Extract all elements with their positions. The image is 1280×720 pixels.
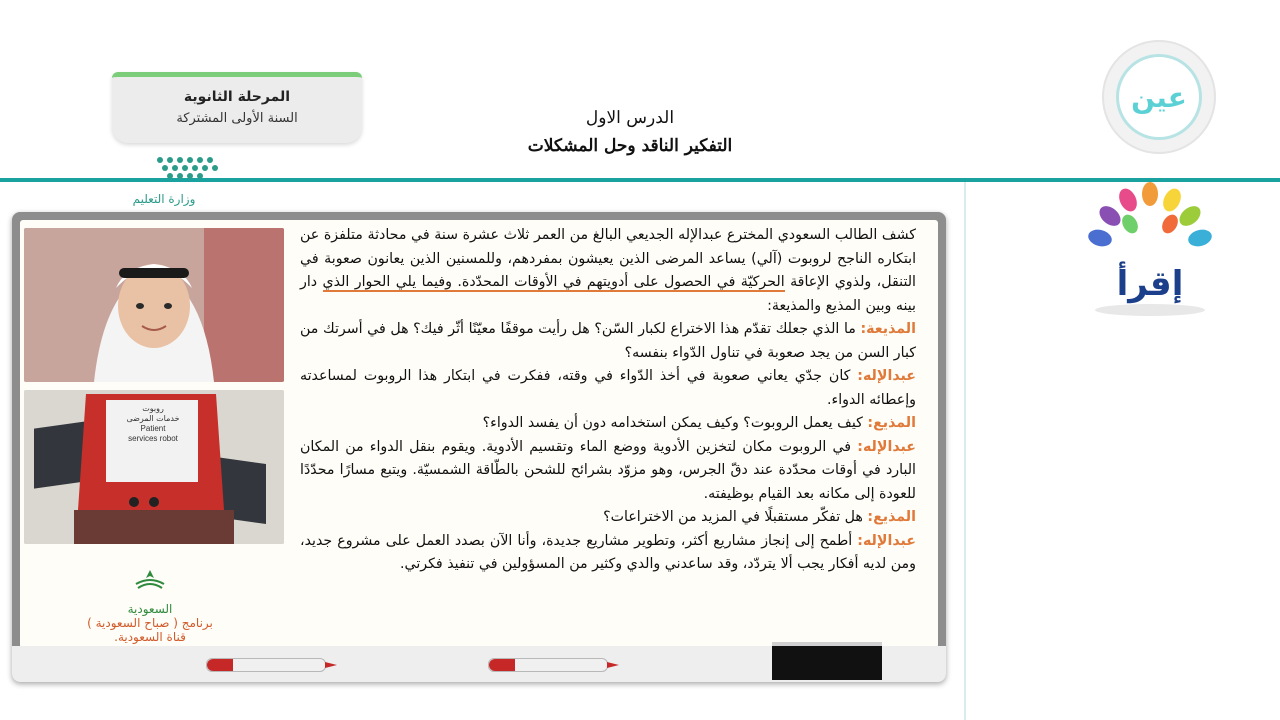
robot-label-en-1: Patient [140,424,166,433]
ein-logo-text: عين [1131,80,1187,114]
robot-photo [24,390,284,544]
speaker-label: عبدالإله: [857,368,916,384]
intro-line: دار بينه وبين المذيع والمذيعة: [300,274,916,314]
intro-line: سنة في محادثة متلفزة عن ابتكاره الناجح لروبوت (آلي) يساعد المرضى الذين [300,227,917,267]
dialogue-turn [300,506,916,530]
speaker-label: المذيع: [867,509,916,525]
stage-title: المرحلة الثانوية [183,89,291,105]
intro-line: كشف الطالب السعودي المخترع عبدالإله الجديعي البالغ من العمر ثلاث عشرة [462,227,916,243]
article-text [300,224,916,654]
dialogue-turn [300,530,916,577]
dialogue-turn [300,365,916,412]
intro-paragraph [300,224,916,318]
ministry-name: وزارة التعليم [132,192,196,206]
dialogue-turn [300,412,916,436]
iqraa-logo-icon [1070,180,1230,320]
dialogue-text: أطمح إلى إنجاز مشاريع أكثر، وتطوير مشاريع جديدة، وأنا الآن بصدد العمل على مشروع جديد، ومن لديه أفكار يجب ألا يتردّد، وقد ساعدني والدي وكثير من المسؤولين في تنفيذ فكرتي. [300,532,916,572]
lesson-title: التفكير الناقد وحل المشكلات [527,136,733,156]
source-channel: قناة السعودية. [114,630,186,644]
dialogue-text: كان جدّي يعاني صعوبة في أخذ الدّواء في وقته، ففكرت في ابتكار هذا الروبوت لمساعدته وإعطائه الدواء. [300,368,916,408]
robot-label-ar-2: خدمات المرضى [126,414,180,423]
lesson-number: الدرس الاول [585,108,675,128]
source-credit [40,568,260,648]
dialogue-text: هل تفكّر مستقبلًا في المزيد من الاختراعات؟ [603,509,863,525]
stage-subtitle: السنة الأولى المشتركة [176,111,298,126]
source-program: برنامج ( صباح السعودية ) [87,616,213,630]
ein-logo-icon [1102,40,1216,154]
dialogue-turn [300,318,916,365]
speaker-label: عبدالإله: [857,532,916,549]
speaker-label: عبدالإله: [857,438,916,455]
iqraa-logo-text: إقرأ [1116,264,1184,304]
dialogue-text: في الروبوت مكان لتخزين الأدوية ووضع الماء وتقسيم الأدوية. ويقوم بنقل الدواء من المكان البارد في أوقات محدّدة عند دقّ الجرس، وهو مزوّد بشرائح للشحن بالطّاقة الشمسيّة. ويتبع مسارًا محدّدًا للعودة إلى مكانه بعد القيام بوظيفته. [300,438,916,502]
saudi-emblem-icon [130,568,170,594]
stage-card [112,72,362,143]
right-panel-divider [964,182,966,720]
intro-line: الحركيّة في الحصول على أدويتهم في الأوقات المحدّدة. وفيما يلي الحوار الذي [322,274,785,290]
source-org: السعودية [127,602,173,616]
dialogue-turn [300,436,916,507]
dialogue-text: ما الذي جعلك تقدّم هذا الاختراع لكبار السّن؟ هل رأيت موقفًا معيّنًا أثّر فيك؟ هل في أسرتك من كبار السن من يجد صعوبة في تناول الدّواء بنفسه؟ [300,321,916,361]
robot-label-ar-1: روبوت [142,404,164,413]
speaker-label: المذيع: [867,415,916,431]
red-marker-icon [488,658,608,672]
lesson-header [480,108,780,156]
dialogue-text: كيف يعمل الروبوت؟ وكيف يمكن استخدامه دون أن يفسد الدواء؟ [482,415,863,431]
robot-label-en-2: services robot [128,434,178,443]
red-marker-icon [206,658,326,672]
speaker-label: المذيعة: [860,321,916,337]
student-photo [24,228,284,382]
intro-line: يعيشون بمفردهم، وللمسنين الذين يعانون صعوبة في التنقل، ولذوي الإعاقة [300,250,916,290]
